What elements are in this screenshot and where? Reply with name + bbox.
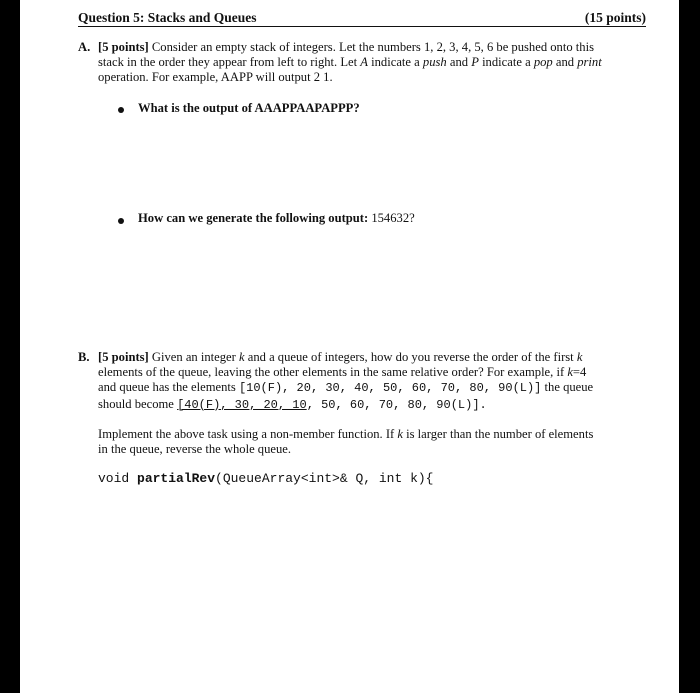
part-b-implementation-text: Implement the above task using a non-member function. If k is larger than the number of elements in the queue, reverse the whole queue. [98,427,594,457]
part-b-points: [5 points] [98,350,149,364]
question-title: Question 5: Stacks and Queues [78,10,257,25]
bullet-icon [118,102,124,117]
part-a-question-2: How can we generate the following output: 154632? [138,211,415,225]
part-b-letter: B. [78,350,90,364]
part-b-text: [5 points] Given an integer k and a queue of integers, how do you reverse the order of the first k elements of the queue, leaving the other elements in the same relative order? For example, if k=4 and queue has the elements [10(F), 20, 30, 40, 50, 60, 70, 80, 90(L)] the queue should become [40(F), 30, 20, 10, 50, 60, 70, 80, 90(L)]. [98,350,594,412]
part-a-question-1: What is the output of AAAPPAAPAPPP? [138,101,360,115]
part-a-points: [5 points] [98,40,149,54]
question-header [78,9,646,27]
question-points: (15 points) [584,10,646,25]
document-page [20,0,679,693]
function-signature: void partialRev(QueueArray<int>& Q, int k){ [98,471,434,486]
part-a-text: [5 points] Consider an empty stack of integers. Let the numbers 1, 2, 3, 4, 5, 6 be pushed onto this stack in the order they appear from left to right. Let A indicate a push and P indicate a pop and print operation. For example, AAPP will output 2 1. [98,40,602,85]
bullet-icon [118,213,124,228]
part-a-letter: A. [78,40,91,54]
